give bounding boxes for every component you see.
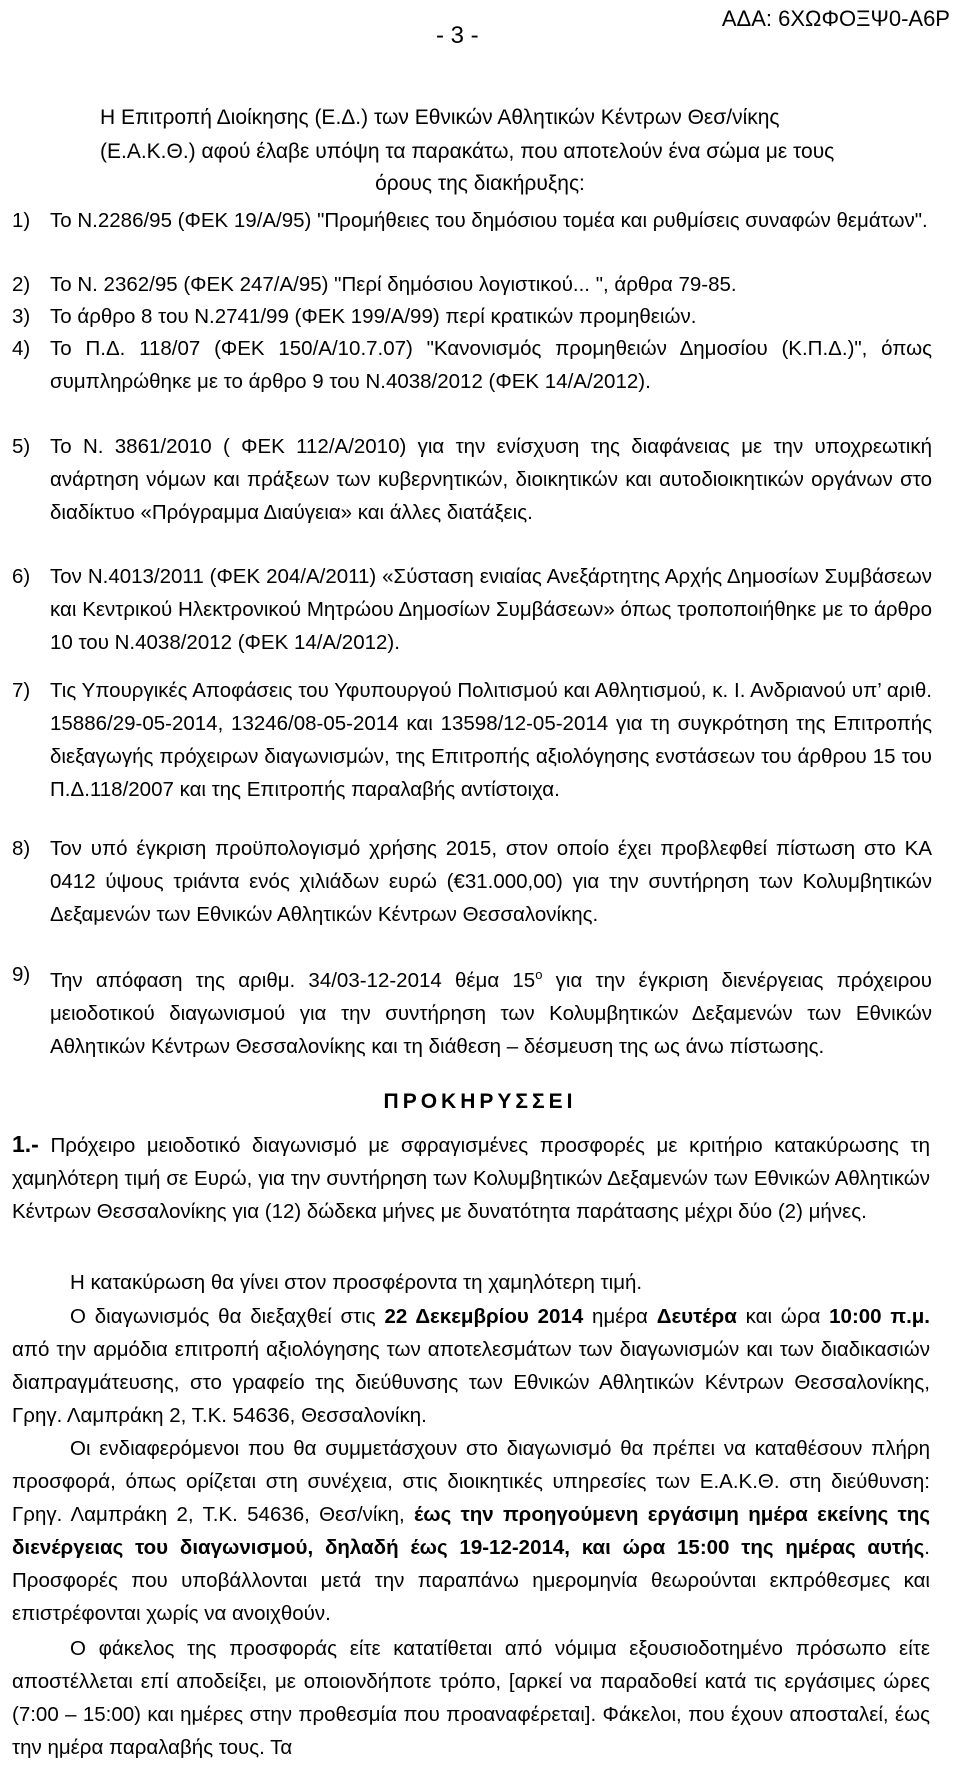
list-item <box>12 832 932 931</box>
item-number: 6) <box>12 565 31 588</box>
item-number: 2) <box>12 273 31 296</box>
list-item <box>12 332 932 398</box>
list-item <box>12 560 932 659</box>
award-paragraph: Η κατακύρωση θα γίνει στον προσφέροντα τη χαμηλότερη τιμή. <box>70 1271 643 1294</box>
item-text: Το Ν. 3861/2010 ( ΦΕΚ 112/Α/2010) για την ενίσχυση της διαφάνειας με την υποχρεωτική ανάρτηση νόμων και πράξεων των κυβερνητικών, διοικητικών και αυτοδιοικητικών οργάνων στο διαδίκτυο «Πρόγραμμα Διαύγεια» και άλλες διατάξεις. <box>50 435 932 524</box>
intro-line-1: Η Επιτροπή Διοίκησης (Ε.Δ.) των Εθνικών Αθλητικών Κέντρων Θεσ/νίκης <box>100 106 780 129</box>
proclaim-heading: ΠΡΟΚΗΡΥΣΣΕΙ <box>383 1090 577 1113</box>
intro-line-2: (Ε.Α.Κ.Θ.) αφού έλαβε υπόψη τα παρακάτω, που αποτελούν ένα σώμα με τους <box>100 140 835 163</box>
list-item <box>12 674 932 806</box>
item-text: Το Ν.2286/95 (ΦΕΚ 19/Α/95) "Προμήθειες του δημόσιου τομέα και ρυθμίσεις συναφών θεμάτων". <box>50 209 928 232</box>
item-text: Τον υπό έγκριση προϋπολογισμό χρήσης 2015, στον οποίο έχει προβλεφθεί πίστωση στο ΚΑ 0412 ύψους τριάντα ενός χιλιάδων ευρώ (€31.000,00) για την συντήρηση των Κολυμβητικών Δεξαμενών των Εθνικών Αθλητικών Κέντρων Θεσσαλονίκης. <box>50 837 932 926</box>
item-text: Το Π.Δ. 118/07 (ΦΕΚ 150/Α/10.7.07) "Κανονισμός προμηθειών Δημοσίου (Κ.Π.Δ.)", όπως συμπληρώθηκε με το άρθρο 9 του Ν.4038/2012 (ΦΕΚ 14/Α/2012). <box>50 337 932 393</box>
item-number: 3) <box>12 305 31 328</box>
list-item <box>12 958 932 1063</box>
list-item <box>12 268 932 301</box>
item-number: 1) <box>12 209 31 232</box>
superscript: ο <box>535 967 543 982</box>
item-number: 9) <box>12 963 31 986</box>
intro-line-3: όρους της διακήρυξης: <box>375 172 585 195</box>
list-item <box>12 300 932 333</box>
list-item <box>12 204 932 237</box>
item-number: 8) <box>12 837 31 860</box>
item-text: Τον Ν.4013/2011 (ΦΕΚ 204/Α/2011) «Σύσταση ενιαίας Ανεξάρτητης Αρχής Δημοσίων Συμβάσεων και Κεντρικού Ηλεκτρονικού Μητρώου Δημοσίων Συμβάσεων» όπως τροποποιήθηκε με το άρθρο 10 του Ν.4038/2012 (ΦΕΚ 14/Α/2012). <box>50 565 932 654</box>
list-item <box>12 430 932 529</box>
item-text: Την απόφαση της αριθμ. 34/03-12-2014 θέμα $15^o$ για την έγκριση διενέργειας πρόχειρου μειοδοτικού διαγωνισμού για την συντήρηση των Κολυμβητικών Δεξαμενών των Εθνικών Αθλητικών Κέντρων Θεσσαλονίκης και τη διάθεση – δέσμευση της ως άνω πίστωσης. <box>50 967 932 1058</box>
item-text: Τις Υπουργικές Αποφάσεις του Υφυπουργού Πολιτισμού και Αθλητισμού, κ. Ι. Ανδριανού υπ’ αριθ. 15886/29-05-2014, 13246/08-05-2014 και 13598/12-05-2014 για τη συγκρότηση της Επιτροπής διεξαγωγής πρόχειρων διαγωνισμών, της Επιτροπής αξιολόγησης ενστάσεων του άρθρου 15 του Π.Δ.118/2007 και της Επιτροπής παραλαβής αντίστοιχα. <box>50 679 932 801</box>
section-number: 1.- <box>12 1131 39 1157</box>
contest-paragraph: Ο διαγωνισμός θα διεξαχθεί στις 22 Δεκεμβρίου 2014 ημέρα Δευτέρα και ώρα 10:00 π.μ. από την αρμόδια επιτροπή αξιολόγησης των αποτελεσμάτων των διαγωνισμών και των διαδικασιών διαπραγμάτευσης, στο γραφείο της διεύθυνσης των Εθνικών Αθλητικών Κέντρων Θεσσαλονίκης, Γρηγ. Λαμπράκη 2, Τ.Κ. 54636, Θεσσαλονίκη. <box>12 1305 931 1427</box>
offers-paragraph: Οι ενδιαφερόμενοι που θα συμμετάσχουν στο διαγωνισμό θα πρέπει να καταθέσουν πλήρη προσφορά, όπως ορίζεται στη συνέχεια, στις διοικητικές υπηρεσίες των Ε.Α.Κ.Θ. στη διεύθυνση: Γρηγ. Λαμπράκη 2, Τ.Κ. 54636, Θεσ/νίκη, έως την προηγούμενη εργάσιμη ημέρα εκείνης της διενέργειας του διαγωνισμού, δηλαδή έως 19-12-2014, και ώρα 15:00 της ημέρας αυτής. Προσφορές που υποβάλλονται μετά την παραπάνω ημερομηνία θεωρούνται εκπρόθεσμες και επιστρέφονται χωρίς να ανοιχθούν. <box>12 1437 930 1625</box>
envelope-paragraph: Ο φάκελος της προσφοράς είτε κατατίθεται από νόμιμα εξουσιοδοτημένο πρόσωπο είτε αποστέλλεται επί αποδείξει, με οποιονδήποτε τρόπο, [αρκεί να παραδοθεί κατά τις εργάσιμες ώρες (7:00 – 15:00) και ημέρες στην προθεσμία που προαναφέρεται]. Φάκελοι, που έχουν αποσταλεί, έως την ημέρα παραλαβής τους. Τα <box>12 1637 930 1759</box>
page-number: - 3 - <box>436 22 479 49</box>
section-1 <box>12 1128 930 1228</box>
ada-code: ΑΔΑ: 6ΧΩΦΟΞΨ0-Α6Ρ <box>721 6 950 31</box>
item-text: Το Ν. 2362/95 (ΦΕΚ 247/Α/95) "Περί δημόσιου λογιστικού... ", άρθρα 79-85. <box>50 273 737 296</box>
item-number: 5) <box>12 435 31 458</box>
item-number: 4) <box>12 337 31 360</box>
item-text: Το άρθρο 8 του Ν.2741/99 (ΦΕΚ 199/Α/99) περί κρατικών προμηθειών. <box>50 305 697 328</box>
section-text: Πρόχειρο μειοδοτικό διαγωνισμό με σφραγισμένες προσφορές με κριτήριο κατακύρωσης τη χαμηλότερη τιμή σε Ευρώ, για την συντήρηση των Κολυμβητικών Δεξαμενών των Εθνικών Αθλητικών Κέντρων Θεσσαλονίκης για (12) δώδεκα μήνες με δυνατότητα παράτασης μέχρι δύο (2) μήνες. <box>12 1134 930 1223</box>
item-number: 7) <box>12 679 31 702</box>
